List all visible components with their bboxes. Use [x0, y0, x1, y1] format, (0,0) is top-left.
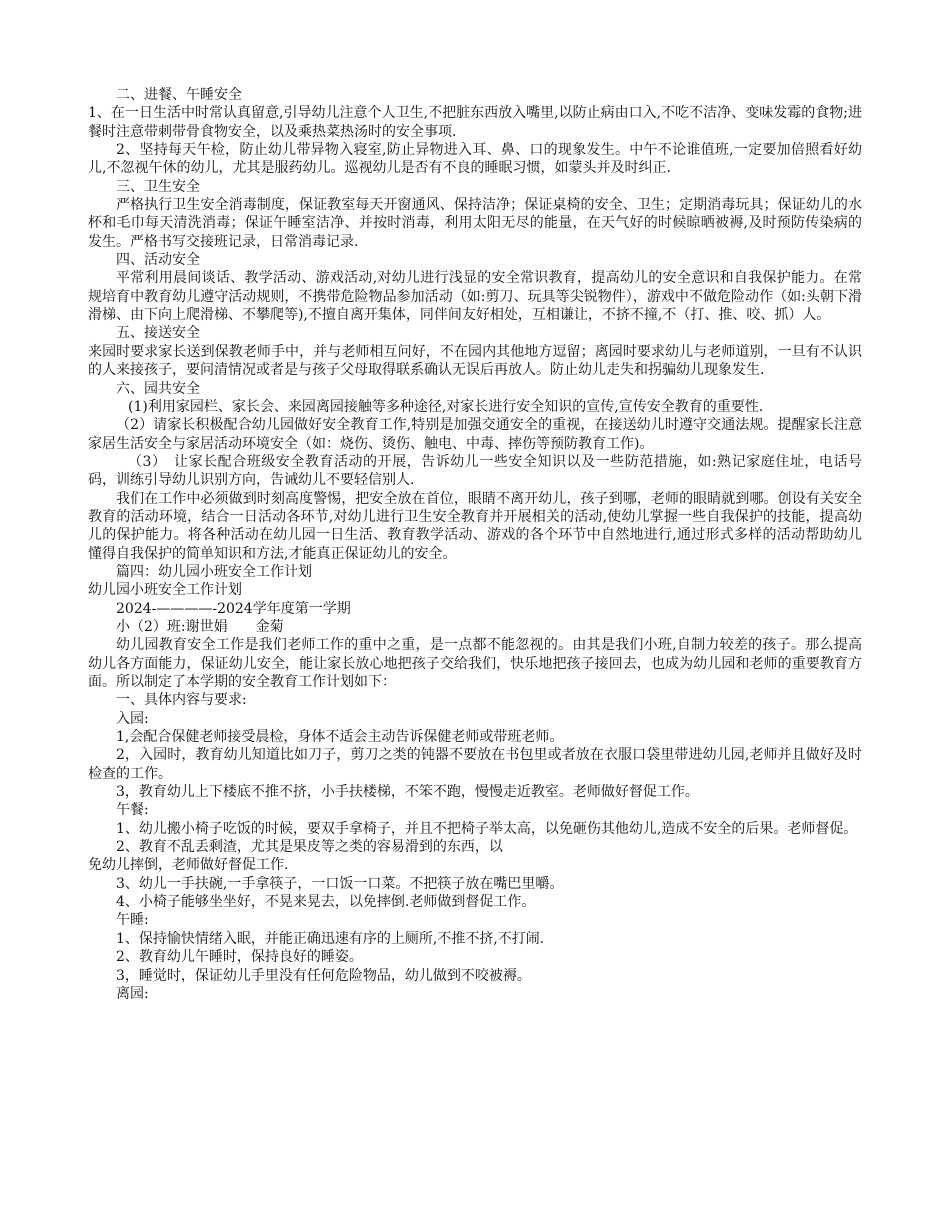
section-line: 1,会配合保健老师接受晨检，身体不适会主动告诉保健老师或带班老师。 [116, 729, 564, 746]
paragraph: 1、幼儿搬小椅子吃饭的时候，要双手拿椅子，并且不把椅子举太高，以免砸伤其他幼儿,造成不安全的后果。老师督促。 [116, 820, 858, 837]
section-line: 篇四：幼儿园小班安全工作计划 [116, 563, 312, 580]
paragraph: (1)利用家园栏、家长会、来园离园接触等多种途径,对家长进行安全知识的宣传,宣传安全教育的重要性. [128, 398, 764, 415]
paragraph: （2）请家长积极配合幼儿园做好安全教育工作,特别是加强交通安全的重视，在接送幼儿时遵守交通法规。提醒家长注意家居生活安全与家居活动环境安全（如：烧伤、烫伤、触电、中毒、摔伤等预防教育工作)。 [88, 417, 862, 452]
paragraph: 幼儿园小班安全工作计划 [88, 582, 242, 599]
section-line: 午睡: [116, 912, 149, 929]
paragraph: 1、在一日生活中时常认真留意,引导幼儿注意个人卫生,不把脏东西放入嘴里,以防止病由口入,不吃不洁净、变味发霉的食物;进餐时注意带刺带骨食物安全，以及乘热菜热汤时的安全事项. [88, 105, 862, 140]
section-line: 二、进餐、午睡安全 [116, 87, 242, 103]
section-line: 离园: [116, 985, 149, 1002]
section-line: 3、幼儿一手扶碗,一手拿筷子，一口饭一口菜。不把筷子放在嘴巴里嚼。 [116, 875, 564, 892]
section-line: 六、园共安全 [116, 380, 200, 397]
section-line: 2、教育不乱丢剩渣，尤其是果皮等之类的容易滑到的东西，以 [116, 839, 503, 856]
section-line: 2024-————-2024学年度第一学期 [116, 600, 351, 617]
section-line: 五、接送安全 [116, 325, 200, 342]
section-line: 3，睡觉时，保证幼儿手里没有任何危险物品，幼儿做到不咬被褥。 [116, 967, 531, 984]
section-line: 小（2）班:谢世娟 金菊 [116, 618, 284, 635]
paragraph: 严格执行卫生安全消毒制度，保证教室每天开窗通风、保持洁净；保证桌椅的安全、卫生；定期消毒玩具；保证幼儿的水杯和毛巾每天清洗消毒；保证午睡室洁净、并按时消毒，利用太阳无尽的能量，在天气好的时候晾晒被褥,及时预防传染病的发生。严格书写交接班记录，日常消毒记录. [88, 197, 862, 250]
section-line: 午餐: [116, 802, 149, 819]
paragraph: 2，入园时，教育幼儿知道比如刀子，剪刀之类的钝器不要放在书包里或者放在衣服口袋里带进幼儿园,老师并且做好及时检查的工作。 [88, 747, 862, 782]
section-line: 4、小椅子能够坐坐好，不晃来晃去，以免摔倒.老师做到督促工作。 [116, 894, 536, 911]
document-body [88, 86, 862, 1003]
section-line: 入园: [116, 710, 149, 727]
section-line: 一、具体内容与要求: [116, 692, 247, 709]
section-line: 四、活动安全 [116, 252, 200, 269]
section-line: 2、教育幼儿午睡时，保持良好的睡姿。 [116, 949, 363, 966]
paragraph: 2、坚持每天午检，防止幼儿带异物入寝室,防止异物进入耳、鼻、口的现象发生。中午不论谁值班,一定要加倍照看好幼儿,不忽视午休的幼儿，尤其是服药幼儿。巡视幼儿是否有不良的睡眠习惯，如蒙头并及时纠正. [88, 142, 862, 177]
paragraph: 幼儿园教育安全工作是我们老师工作的重中之重，是一点都不能忽视的。由其是我们小班,自制力较差的孩子。那么提高幼儿各方面能力，保证幼儿安全，能让家长放心地把孩子交给我们，快乐地把孩子接回去，也成为幼儿园和老师的重要教育方面。所以制定了本学期的安全教育工作计划如下： [88, 637, 862, 690]
paragraph: 我们在工作中必须做到时刻高度警惕，把安全放在首位，眼睛不离开幼儿，孩子到哪，老师的眼睛就到哪。创设有关安全教育的活动环境，结合一日活动各环节,对幼儿进行卫生安全教育并开展相关的活动,使幼儿掌握一些自我保护的技能，提高幼儿的保护能力。将各种活动在幼儿园一日生活、教育教学活动、游戏的各个环节中自然地进行,通过形式多样的活动帮助幼儿懂得自我保护的简单知识和方法,才能真正保证幼儿的安全。 [88, 490, 862, 562]
section-line: 三、卫生安全 [116, 178, 200, 195]
paragraph: 来园时要求家长送到保教老师手中，并与老师相互问好，不在园内其他地方逗留；离园时要求幼儿与老师道别，一旦有不认识的人来接孩子，要问清情况或者是与孩子父母取得联系确认无误后再放人。防止幼儿走失和拐骗幼儿现象发生. [88, 343, 862, 379]
paragraph: 平常利用晨间谈话、教学活动、游戏活动,对幼儿进行浅显的安全常识教育，提高幼儿的安全意识和自我保护能力。在常规培育中教育幼儿遵守活动规则，不携带危险物品参加活动（如:剪刀、玩具等尖锐物件），游戏中不做危险动作（如:头朝下滑滑梯、由下向上爬滑梯、不攀爬等),不擅自离开集体，同伴间友好相处，互相谦让，不挤不撞,不（打、推、咬、抓）人。 [88, 270, 862, 324]
paragraph: （3） 让家长配合班级安全教育活动的开展，告诉幼儿一些安全知识以及一些防范措施，如:熟记家庭住址，电话号码，训练引导幼儿识别方向，告诫幼儿不要轻信别人. [88, 453, 862, 489]
section-line: 3，教育幼儿上下楼底不推不挤，小手扶楼梯，不笨不跑，慢慢走近教室。老师做好督促工作。 [116, 784, 699, 801]
section-line: 1、保持愉快情绪入眠，并能正确迅速有序的上厕所,不推不挤,不打闹. [116, 930, 545, 947]
paragraph: 免幼儿摔倒，老师做好督促工作. [88, 857, 289, 874]
